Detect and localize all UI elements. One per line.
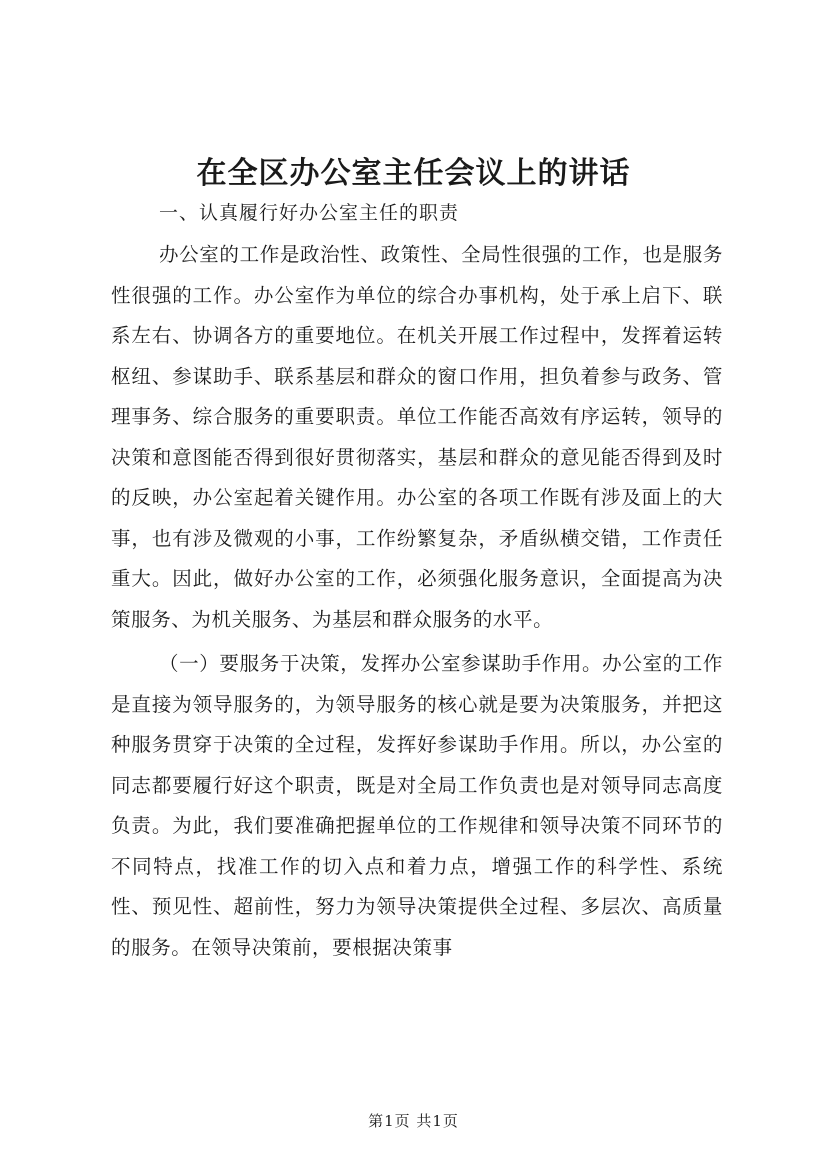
document-body	[111, 195, 723, 968]
paragraph-1: 办公室的工作是政治性、政策性、全局性很强的工作，也是服务性很强的工作。办公室作为单位的综合办事机构，处于承上启下、联系左右、协调各方的重要地位。在机关开展工作过程中，发挥着运转枢纽、参谋助手、联系基层和群众的窗口作用，担负着参与政务、管理事务、综合服务的重要职责。单位工作能否高效有序运转，领导的决策和意图能否得到很好贯彻落实，基层和群众的意见能否得到及时的反映，办公室起着关键作用。办公室的各项工作既有涉及面上的大事，也有涉及微观的小事，工作纷繁复杂，矛盾纵横交错，工作责任重大。因此，做好办公室的工作，必须强化服务意识，全面提高为决策服务、为机关服务、为基层和群众服务的水平。	[111, 243, 723, 631]
document-title: 在全区办公室主任会议上的讲话	[196, 156, 631, 191]
page-number-footer: 第1页 共1页	[368, 1112, 459, 1130]
paragraph-2: （一）要服务于决策，发挥办公室参谋助手作用。办公室的工作是直接为领导服务的，为领导服务的核心就是要为决策服务，并把这种服务贯穿于决策的全过程，发挥好参谋助手作用。所以，办公室的同志都要履行好这个职责，既是对全局工作负责也是对领导同志高度负责。为此，我们要准确把握单位的工作规律和领导决策不同环节的不同特点，找准工作的切入点和着力点，增强工作的科学性、系统性、预见性、超前性，努力为领导决策提供全过程、多层次、高质量的服务。在领导决策前，要根据决策事	[111, 652, 723, 959]
section-heading: 一、认真履行好办公室主任的职责	[159, 202, 460, 224]
